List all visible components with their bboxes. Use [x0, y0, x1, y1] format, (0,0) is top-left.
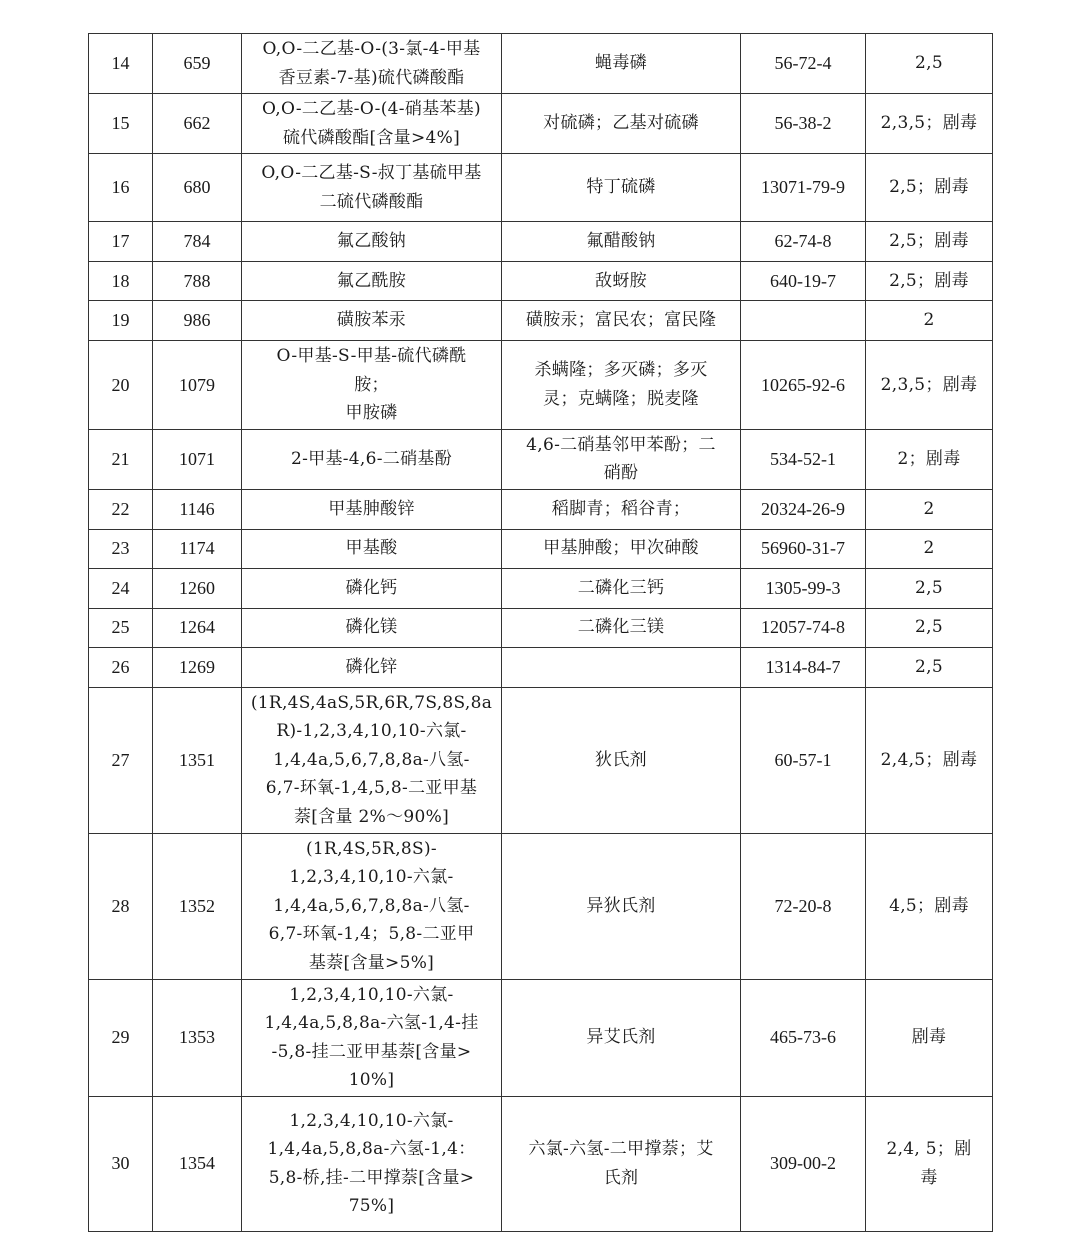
cell-note-line: 2	[923, 498, 935, 519]
cell-seq: 27	[89, 687, 153, 833]
cell-note-line: 2,5；剧毒	[889, 270, 969, 291]
cell-alias-line: 蝇毒磷	[595, 53, 647, 74]
table-row	[89, 529, 993, 568]
table-row	[89, 979, 993, 1096]
cell-chemical-name-line: 75%]	[348, 1196, 395, 1216]
cell-catalog-no: 1264	[153, 608, 242, 647]
cell-cas-number: 309-00-2	[741, 1096, 866, 1231]
cell-cas-number: 1314-84-7	[741, 647, 866, 687]
cell-chemical-name	[242, 301, 502, 341]
cell-alias-line: 甲基胂酸；甲次砷酸	[543, 538, 699, 559]
cell-alias-line: 氏剂	[603, 1167, 639, 1188]
cell-alias-line: 二磷化三钙	[577, 577, 665, 598]
table-body	[89, 34, 993, 1232]
cell-alias	[502, 489, 741, 529]
cell-seq: 20	[89, 341, 153, 430]
table-row	[89, 94, 993, 154]
cell-chemical-name-line: 1,4,4a,5,8,8a-六氢-1,4-挂	[264, 1013, 479, 1033]
cell-alias	[502, 833, 741, 979]
cell-chemical-name-line: O-甲基-S-甲基-硫代磷酰	[276, 346, 467, 366]
cell-chemical-name-line: 1,2,3,4,10,10-六氯-	[289, 984, 454, 1005]
cell-note	[866, 429, 993, 489]
cell-cas-number: 1305-99-3	[741, 568, 866, 608]
cell-chemical-name-line: 硫代磷酸酯[含量>4%]	[282, 127, 461, 148]
cell-chemical-name-line: 1,2,3,4,10,10-六氯-	[289, 1110, 454, 1131]
cell-note	[866, 94, 993, 154]
cell-note-line: 2,5；剧毒	[889, 177, 969, 198]
cell-note-line: 2,5	[915, 53, 943, 74]
cell-cas-number: 56-38-2	[741, 94, 866, 154]
cell-note	[866, 222, 993, 262]
cell-alias-line: 硝酚	[603, 463, 639, 483]
cell-alias	[502, 341, 741, 430]
cell-alias-line: 磺胺汞；富民农；富民隆	[525, 310, 717, 331]
cell-note-line: 4,5；剧毒	[889, 895, 969, 916]
cell-chemical-name-line: (1R,4S,5R,8S)-	[306, 838, 437, 859]
cell-chemical-name-line: 胺；	[354, 374, 389, 395]
cell-note	[866, 608, 993, 647]
cell-cas-number: 534-52-1	[741, 429, 866, 489]
cell-seq: 21	[89, 429, 153, 489]
cell-seq: 25	[89, 608, 153, 647]
cell-chemical-name-line: -5,8-挂二亚甲基萘[含量>	[271, 1041, 472, 1062]
cell-alias-line: 异艾氏剂	[586, 1027, 656, 1048]
table-row	[89, 154, 993, 222]
cell-alias-line: 狄氏剂	[595, 749, 647, 770]
chemical-table	[88, 33, 993, 1232]
cell-chemical-name-line: 磷化锌	[345, 656, 398, 677]
cell-catalog-no: 662	[153, 94, 242, 154]
cell-chemical-name-line: 1,4,4a,5,8,8a-六氢-1,4：	[267, 1139, 476, 1159]
cell-alias	[502, 262, 741, 301]
cell-chemical-name	[242, 687, 502, 833]
table-row	[89, 647, 993, 687]
cell-alias-line: 稻脚青；稻谷青；	[551, 498, 691, 519]
cell-note-line: 2,5	[915, 577, 943, 598]
cell-note	[866, 529, 993, 568]
cell-cas-number: 72-20-8	[741, 833, 866, 979]
cell-alias	[502, 568, 741, 608]
cell-seq: 24	[89, 568, 153, 608]
cell-chemical-name	[242, 262, 502, 301]
cell-alias-line: 4,6-二硝基邻甲苯酚；二	[526, 434, 716, 455]
cell-alias-line: 六氯-六氢-二甲撑萘；艾	[528, 1139, 714, 1159]
cell-seq: 22	[89, 489, 153, 529]
cell-note	[866, 833, 993, 979]
cell-note-line: 2,4, 5；剧	[886, 1139, 972, 1159]
cell-cas-number: 640-19-7	[741, 262, 866, 301]
cell-alias-line: 灵；克螨隆；脱麦隆	[543, 388, 699, 409]
cell-catalog-no: 986	[153, 301, 242, 341]
cell-chemical-name-line: 2-甲基-4,6-二硝基酚	[291, 448, 452, 469]
cell-chemical-name-line: (1R,4S,4aS,5R,6R,7S,8S,8a	[250, 692, 493, 713]
cell-seq: 16	[89, 154, 153, 222]
cell-note-line: 毒	[920, 1167, 938, 1188]
cell-chemical-name-line: 1,4,4a,5,6,7,8,8a-八氢-	[273, 895, 470, 916]
cell-chemical-name-line: R)-1,2,3,4,10,10-六氯-	[276, 721, 467, 742]
cell-chemical-name	[242, 568, 502, 608]
cell-note-line: 2,3,5；剧毒	[880, 113, 978, 134]
cell-note-line: 2,5；剧毒	[889, 231, 969, 252]
table-row	[89, 608, 993, 647]
cell-alias-line: 对硫磷；乙基对硫磷	[543, 113, 699, 134]
cell-catalog-no: 1174	[153, 529, 242, 568]
cell-alias	[502, 154, 741, 222]
cell-seq: 17	[89, 222, 153, 262]
cell-note-line: 2,5	[915, 617, 943, 638]
cell-chemical-name-line: 磷化钙	[345, 577, 398, 598]
cell-chemical-name-line: 6,7-环氧-1,4；5,8-二亚甲	[268, 924, 475, 945]
cell-chemical-name	[242, 647, 502, 687]
cell-seq: 14	[89, 34, 153, 94]
cell-note	[866, 489, 993, 529]
cell-alias	[502, 529, 741, 568]
cell-alias-line: 二磷化三镁	[577, 617, 665, 638]
cell-note	[866, 979, 993, 1096]
cell-catalog-no: 1353	[153, 979, 242, 1096]
cell-alias	[502, 608, 741, 647]
cell-alias	[502, 34, 741, 94]
cell-alias-line: 异狄氏剂	[586, 895, 656, 916]
cell-alias	[502, 94, 741, 154]
table-row	[89, 301, 993, 341]
cell-cas-number	[741, 301, 866, 341]
cell-chemical-name-line: O,O-二乙基-O-(4-硝基苯基)	[262, 99, 481, 119]
cell-cas-number: 10265-92-6	[741, 341, 866, 430]
table-row	[89, 429, 993, 489]
cell-chemical-name-line: 1,4,4a,5,6,7,8,8a-八氢-	[273, 749, 470, 770]
cell-chemical-name-line: 甲胺磷	[345, 403, 398, 423]
cell-cas-number: 20324-26-9	[741, 489, 866, 529]
cell-note-line: 2,5	[915, 656, 943, 677]
cell-alias	[502, 429, 741, 489]
cell-chemical-name-line: 二硫代磷酸酯	[319, 191, 424, 212]
cell-chemical-name	[242, 489, 502, 529]
cell-chemical-name-line: 6,7-环氧-1,4,5,8-二亚甲基	[265, 778, 478, 799]
cell-chemical-name	[242, 154, 502, 222]
cell-cas-number: 56-72-4	[741, 34, 866, 94]
table-row	[89, 222, 993, 262]
cell-alias-line: 氟醋酸钠	[586, 231, 656, 252]
cell-catalog-no: 788	[153, 262, 242, 301]
cell-seq: 26	[89, 647, 153, 687]
cell-alias	[502, 979, 741, 1096]
cell-catalog-no: 1354	[153, 1096, 242, 1231]
cell-chemical-name	[242, 608, 502, 647]
cell-chemical-name	[242, 341, 502, 430]
cell-cas-number: 13071-79-9	[741, 154, 866, 222]
cell-chemical-name	[242, 833, 502, 979]
cell-catalog-no: 1352	[153, 833, 242, 979]
cell-note	[866, 262, 993, 301]
table-row	[89, 34, 993, 94]
cell-note-line: 2	[923, 310, 935, 331]
cell-chemical-name	[242, 429, 502, 489]
cell-note	[866, 1096, 993, 1231]
cell-alias	[502, 647, 741, 687]
cell-chemical-name-line: 磷化镁	[345, 617, 398, 638]
cell-seq: 30	[89, 1096, 153, 1231]
table-row	[89, 1096, 993, 1231]
table-row	[89, 687, 993, 833]
cell-seq: 28	[89, 833, 153, 979]
cell-catalog-no: 659	[153, 34, 242, 94]
cell-alias-line: 杀螨隆；多灭磷；多灭	[534, 360, 708, 381]
cell-chemical-name-line: 香豆素-7-基)硫代磷酸酯	[278, 67, 465, 88]
cell-alias-line: 敌蚜胺	[595, 270, 647, 291]
cell-note	[866, 341, 993, 430]
cell-seq: 15	[89, 94, 153, 154]
cell-catalog-no: 1146	[153, 489, 242, 529]
cell-cas-number: 60-57-1	[741, 687, 866, 833]
table-row	[89, 341, 993, 430]
cell-seq: 23	[89, 529, 153, 568]
cell-cas-number: 465-73-6	[741, 979, 866, 1096]
cell-catalog-no: 784	[153, 222, 242, 262]
cell-note	[866, 647, 993, 687]
cell-note	[866, 34, 993, 94]
cell-note	[866, 568, 993, 608]
cell-chemical-name	[242, 529, 502, 568]
cell-chemical-name-line: O,O-二乙基-O-(3-氯-4-甲基	[262, 39, 481, 59]
cell-note-line: 2；剧毒	[897, 448, 961, 469]
cell-chemical-name	[242, 222, 502, 262]
cell-chemical-name	[242, 34, 502, 94]
cell-chemical-name-line: 基萘[含量>5%]	[308, 952, 435, 973]
cell-chemical-name-line: 1,2,3,4,10,10-六氯-	[289, 867, 454, 888]
cell-chemical-name-line: 氟乙酰胺	[336, 270, 407, 291]
cell-alias	[502, 222, 741, 262]
cell-chemical-name-line: 磺胺苯汞	[336, 310, 407, 331]
table-row	[89, 833, 993, 979]
cell-chemical-name-line: 10%]	[348, 1070, 395, 1090]
cell-cas-number: 62-74-8	[741, 222, 866, 262]
table-row	[89, 262, 993, 301]
cell-seq: 19	[89, 301, 153, 341]
cell-chemical-name	[242, 979, 502, 1096]
cell-alias	[502, 1096, 741, 1231]
cell-note-line: 2,4,5；剧毒	[880, 749, 978, 770]
cell-chemical-name	[242, 1096, 502, 1231]
cell-chemical-name-line: 甲基酸	[345, 538, 398, 559]
cell-chemical-name-line: 甲基胂酸锌	[328, 498, 415, 519]
cell-seq: 18	[89, 262, 153, 301]
cell-alias	[502, 687, 741, 833]
cell-alias	[502, 301, 741, 341]
cell-catalog-no: 680	[153, 154, 242, 222]
cell-catalog-no: 1071	[153, 429, 242, 489]
cell-chemical-name-line: O,O-二乙基-S-叔丁基硫甲基	[261, 163, 482, 183]
cell-alias-line: 特丁硫磷	[586, 177, 656, 198]
cell-catalog-no: 1351	[153, 687, 242, 833]
cell-note-line: 剧毒	[911, 1027, 947, 1048]
cell-cas-number: 56960-31-7	[741, 529, 866, 568]
cell-cas-number: 12057-74-8	[741, 608, 866, 647]
table-row	[89, 489, 993, 529]
cell-note	[866, 301, 993, 341]
cell-chemical-name-line: 氟乙酸钠	[336, 231, 407, 252]
cell-note-line: 2	[923, 538, 935, 559]
chemical-table-container	[88, 33, 992, 1232]
table-row	[89, 568, 993, 608]
cell-catalog-no: 1079	[153, 341, 242, 430]
cell-note	[866, 154, 993, 222]
cell-chemical-name-line: 萘[含量 2%～90%]	[293, 806, 450, 827]
cell-note	[866, 687, 993, 833]
cell-chemical-name	[242, 94, 502, 154]
cell-chemical-name-line: 5,8-桥,挂-二甲撑萘[含量>	[268, 1167, 475, 1188]
cell-catalog-no: 1269	[153, 647, 242, 687]
cell-seq: 29	[89, 979, 153, 1096]
cell-note-line: 2,3,5；剧毒	[880, 374, 978, 395]
cell-catalog-no: 1260	[153, 568, 242, 608]
